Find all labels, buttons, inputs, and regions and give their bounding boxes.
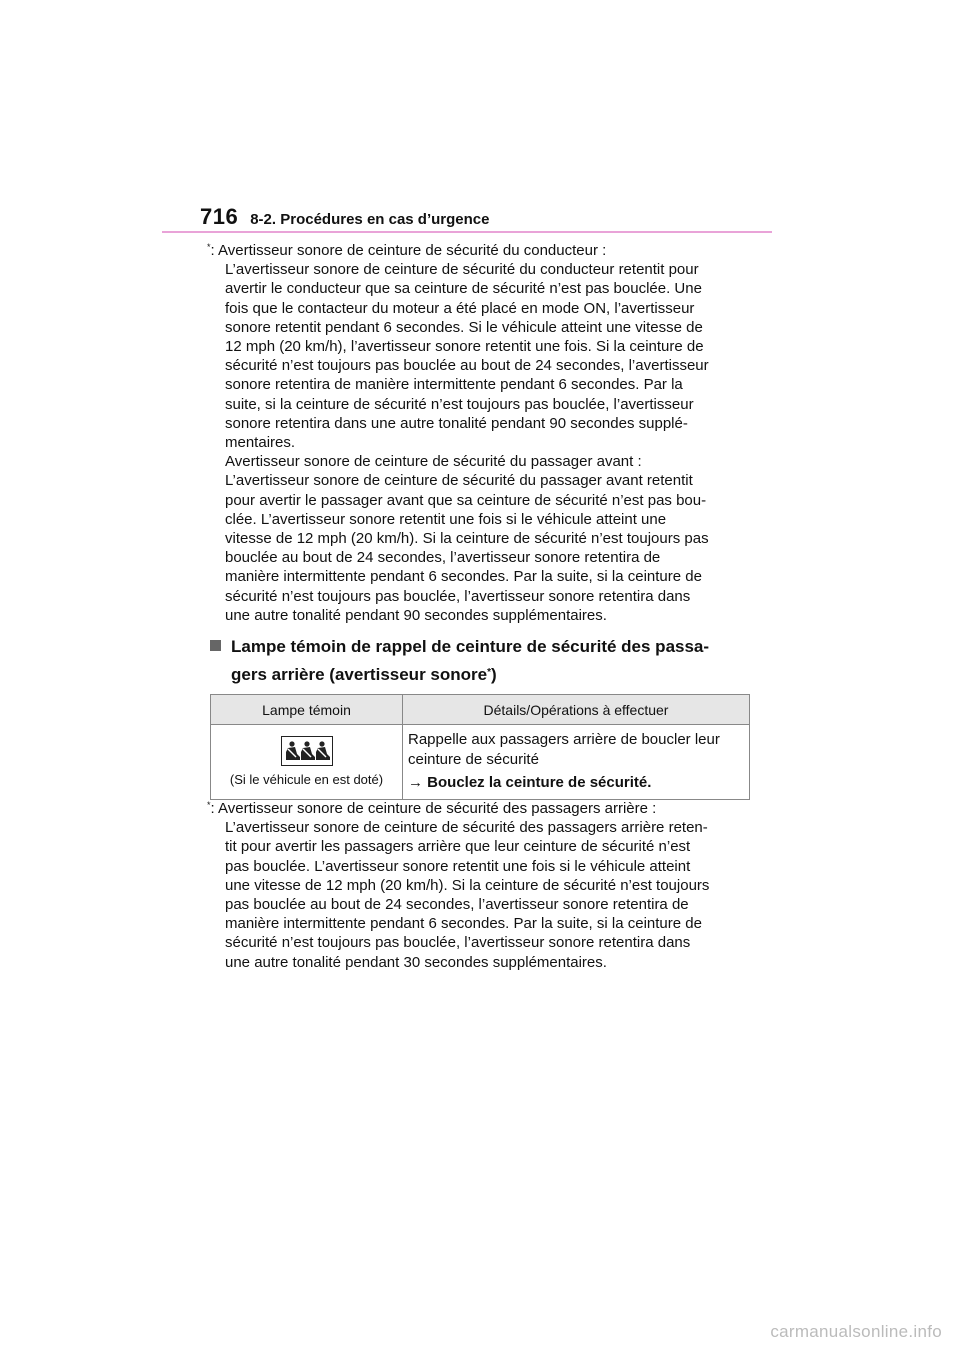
condition-note: (Si le véhicule en est doté) [229,772,384,787]
subheading-rear-reminder: Lampe témoin de rappel de ceinture de sécurité des passa- gers arrière (avertisseur sonore*) [210,633,709,689]
section-title: 8-2. Procédures en cas d’urgence [250,211,490,228]
header-rule [162,231,772,233]
footnote-rear-buzzer: *: Avertisseur sonore de ceinture de sécurité des passagers arrière : L’avertisseur sonore de ceinture de sécurité des passagers arrière reten- tit pour avertir les passagers arrière que leur ceinture de sécurité n’est pas bouclée. L’avertisseur sonore retentit une fois si le véhicule atteint une vitesse de 12 mph (20 km/h). Si la ceinture de sécurité n’est toujours pas bouclée au bout de 24 secondes, l’avertisseur sonore retentira de manière intermittente pendant 6 secondes. Par la suite, si la ceinture de sécurité n’est toujours pas bouclée, l’avertisseur sonore retentira dans une autre tonalité pendant 30 secondes supplémentaires. [207,800,710,971]
indicator-table [210,694,750,800]
footnote-marker: * [207,800,211,810]
footnote-driver-buzzer: *: Avertisseur sonore de ceinture de sécurité du conducteur : L’avertisseur sonore de ceinture de sécurité du conducteur retentit pour avertir le conducteur que sa ceinture de sécurité n’est pas bouclée. Une fois que le contacteur du moteur a été placé en mode ON, l’avertisseur sonore retentit pendant 6 secondes. Si le véhicule atteint une vitesse de 12 mph (20 km/h), l’avertisseur sonore retentit une fois. Si la ceinture de sécurité n’est toujours pas bouclée au bout de 24 secondes, l’avertisseur sonore retentira de manière intermittente pendant 6 secondes. Par la suite, si la ceinture de sécurité n’est toujours pas bouclée, l’avertisseur sonore retentira dans une autre tonalité pendant 90 secondes supplé- mentaires. Avertisseur sonore de ceinture de sécurité du passager avant : L’avertisseur sonore de ceinture de sécurité du passager avant retentit pour avertir le passager avant que sa ceinture de sécurité n’est pas bou- clée. L’avertisseur sonore retentit une fois si le véhicule atteint une vitesse de 12 mph (20 km/h). Si la ceinture de sécurité n’est toujours pas bouclée au bout de 24 secondes, l’avertisseur sonore retentira de manière intermittente pendant 6 secondes. Par la suite, si la ceinture de sécurité n’est toujours pas bouclée, l’avertisseur sonore retentira dans une autre tonalité pendant 90 secondes supplémentaires. [207,242,709,624]
table-row [211,725,750,800]
details-cell: Rappelle aux passagers arrière de boucler leur ceinture de sécurité → Bouclez la ceinture de sécurité. [403,725,750,800]
page-number: 716 [200,204,239,229]
lamp-cell [211,725,403,800]
footnote-marker: * [207,242,211,252]
action-text: → Bouclez la ceinture de sécurité. [408,774,652,791]
watermark: carmanualsonline.info [770,1322,942,1341]
arrow-right-icon: → [408,774,423,791]
column-header-lamp: Lampe témoin [211,695,403,725]
rear-seatbelt-reminder-icon [281,736,333,766]
column-header-details: Détails/Opérations à effectuer [403,695,750,725]
square-bullet-icon [210,640,221,651]
page-header [200,204,490,230]
table-header-row [211,695,750,725]
